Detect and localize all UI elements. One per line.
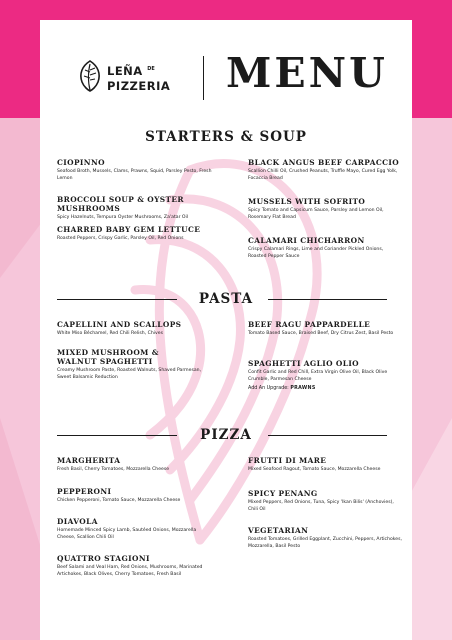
menu-item xyxy=(57,225,212,243)
upgrade-note: Add An Upgrade: PRAWNS xyxy=(248,386,316,392)
menu-item xyxy=(248,456,403,474)
section-title-starters: STARTERS & SOUP xyxy=(145,129,307,145)
item-name: DIAVOLA xyxy=(57,517,98,526)
item-name: VEGETARIAN xyxy=(248,526,309,535)
item-name: BROCCOLI SOUP & OYSTER MUSHROOMS xyxy=(57,195,184,213)
item-name: CALAMARI CHICHARRON xyxy=(248,236,365,245)
item-description: Roasted Peppers, Crispy Garlic, Parsley Oil, Red Onions xyxy=(57,236,184,241)
item-name: CHARRED BABY GEM LETTUCE xyxy=(57,225,201,234)
menu-item xyxy=(57,158,212,182)
item-name: SPAGHETTI AGLIO OLIO xyxy=(248,359,360,368)
menu-item xyxy=(57,456,212,474)
item-description: Homemade Minced Spicy Lamb, Sautéed Onions, Mozzarella Cheese, Scallion Chili Oil xyxy=(57,528,197,540)
page-title: MENU xyxy=(226,49,388,97)
item-description: Mixed Seafood Ragout, Tomato Sauce, Mozzarella Cheese xyxy=(248,467,381,472)
item-name: CAPELLINI AND SCALLOPS xyxy=(57,320,182,329)
brand-name-line1: LEÑA $^{DE}$ xyxy=(107,64,155,78)
item-name: SPICY PENANG xyxy=(248,489,318,498)
item-name: CIOPINNO xyxy=(57,158,105,167)
item-name: BEEF RAGU PAPPARDELLE xyxy=(248,320,371,329)
item-description: Seafood Broth, Mussels, Clams, Prawns, Squid, Parsley Pesto, Fresh Lemon xyxy=(57,169,212,181)
item-description: Confit Garlic and Red Chill, Extra Virgin Olive Oil, Black Olive Crumble, Parmesan Cheese xyxy=(248,370,388,382)
menu-item xyxy=(57,487,212,505)
item-description: Scallion Chilli Oil, Crushed Peanuts, Truffle Mayo, Cured Egg Yolk, Focaccia Bread xyxy=(248,169,398,181)
menu-item xyxy=(248,236,403,260)
leaf-logo-icon xyxy=(78,60,102,92)
menu-item xyxy=(57,320,212,338)
brand-name-line2: PIZZERIA xyxy=(107,79,171,93)
item-name: BLACK ANGUS BEEF CARPACCIO xyxy=(248,158,400,167)
menu-item xyxy=(248,359,403,391)
item-description: Fresh Basil, Cherry Tomatoes, Mozzarella Cheese xyxy=(57,467,170,472)
item-description: Tomato Based Sauce, Braised Beef, Dry Citrus Zest, Basil Pesto xyxy=(248,331,394,336)
section-rule-right xyxy=(268,299,387,300)
item-description: Beef Salami and Veal Ham, Red Onions, Mushrooms, Marinated Artichokes, Black Olives, Cherry Tomatoes, Fresh Basil xyxy=(57,565,203,577)
header-divider xyxy=(203,56,204,100)
item-description: Spicy Tomato and Capsicum Sauce, Parsley and Lemon Oil, Rosemary Flat Bread xyxy=(248,208,384,220)
menu-paper xyxy=(40,20,412,640)
menu-item xyxy=(248,158,403,182)
item-name: FRUTTI DI MARE xyxy=(248,456,327,465)
menu-item xyxy=(57,348,202,381)
item-description: White Miso Béchamel, Red Chili Relish, Chives xyxy=(57,331,163,336)
menu-item xyxy=(248,320,403,338)
menu-item xyxy=(57,517,212,541)
item-description: Spicy Hazelnuts, Tempura Oyster Mushrooms, Za'atar Oil xyxy=(57,215,189,220)
item-name: PEPPERONI xyxy=(57,487,112,496)
item-description: Roasted Tomatoes, Grilled Eggplant, Zucchini, Peppers, Artichokes, Mozzarella, Basil Pesto xyxy=(248,537,402,549)
menu-item xyxy=(248,526,403,550)
menu-item xyxy=(248,489,403,513)
section-rule-right xyxy=(268,435,387,436)
item-name: MARGHERITA xyxy=(57,456,121,465)
item-description: Mixed Peppers, Red Onions, Tuna, Spicy 'Ikan Bilis' (Anchovies), Chili Oil xyxy=(248,500,394,512)
menu-item xyxy=(248,197,403,221)
menu-item xyxy=(57,195,222,222)
brand-logo xyxy=(78,58,188,102)
item-name: MUSSELS WITH SOFRITO xyxy=(248,197,366,206)
item-description: Chicken Pepperoni, Tomato Sauce, Mozzarella Cheese xyxy=(57,498,181,503)
section-title-pasta: PASTA xyxy=(198,291,254,307)
menu-item xyxy=(57,554,212,578)
item-description: Crispy Calamari Rings, Lime and Coriander Pickled Onions, Roasted Pepper Sauce xyxy=(248,247,384,259)
section-title-pizza: PIZZA xyxy=(200,427,252,443)
item-name: QUATTRO STAGIONI xyxy=(57,554,150,563)
item-description: Creamy Mushroom Paste, Roasted Walnuts, Shaved Parmesan, Sweet Balsamic Reduction xyxy=(57,368,202,380)
item-name: MIXED MUSHROOM & WALNUT SPAGHETTI xyxy=(57,348,159,366)
